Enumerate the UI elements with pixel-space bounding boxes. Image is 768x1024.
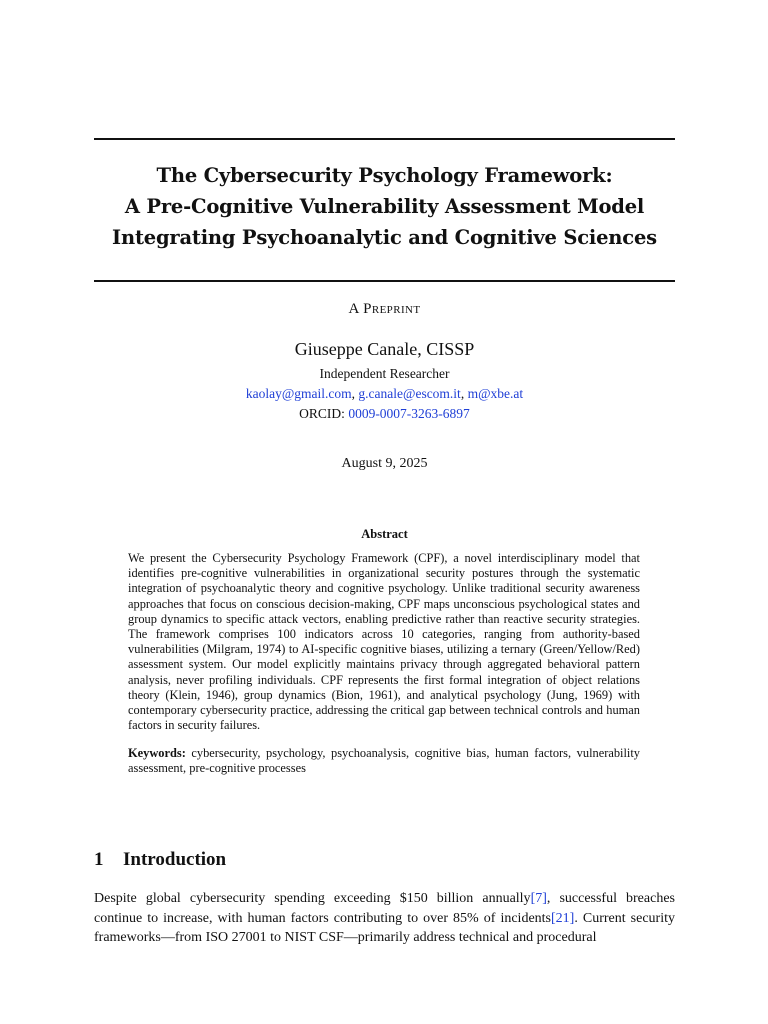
author-emails <box>94 386 675 402</box>
intro-text: , successful breaches continue to increase, with human factors contributing to over 85% of incidents <box>94 891 675 926</box>
email-link[interactable]: m@xbe.at <box>467 386 524 401</box>
title-rule-top <box>94 138 675 140</box>
paper-date: August 9, 2025 <box>341 456 428 471</box>
author-orcid <box>94 406 675 422</box>
orcid-link[interactable]: 0009-0007-3263-6897 <box>348 406 470 421</box>
title-line: The Cybersecurity Psychology Framework: <box>156 164 613 187</box>
title-line: Integrating Psychoanalytic and Cognitive Sciences <box>112 226 657 249</box>
preprint-label: A Preprint <box>348 301 421 317</box>
section-title: Introduction <box>123 849 227 870</box>
abstract-text: We present the Cybersecurity Psychology Framework (CPF), a novel interdisciplinary model that identifies pre-cognitive vulnerabilities in organizational security postures through the systematic integration of psychoanalytic theory and cognitive psychology. Unlike traditional security awareness approaches that focus on conscious decision-making, CPF maps unconscious psychological states and group dynamics to specific attack vectors, enabling predictive rather than reactive security strategies. The framework comprises 100 indicators across 10 categories, ranging from authority-based vulnerabilities (Milgram, 1974) to AI-specific cognitive biases, utilizing a ternary (Green/Yellow/Red) assessment system. Our model explicitly maintains privacy through aggregated behavioral pattern analysis, never profiling individuals. CPF represents the first formal integration of object relations theory (Klein, 1946), group dynamics (Bion, 1961), and analytical psychology (Jung, 1969) with contemporary cybersecurity practice, addressing the critical gap between technical controls and human factors in security failures. <box>128 551 640 733</box>
email-separator: , <box>351 386 359 401</box>
email-link[interactable]: kaolay@gmail.com <box>245 386 352 401</box>
keywords-text: cybersecurity, psychology, psychoanalysis, cognitive bias, human factors, vulnerability assessment, pre-cognitive processes <box>128 746 640 776</box>
section-heading-introduction <box>94 849 675 871</box>
title-rule-bottom <box>94 280 675 282</box>
introduction-paragraph <box>94 889 675 948</box>
orcid-label: ORCID: <box>299 406 349 421</box>
paper-title <box>94 160 675 253</box>
email-link[interactable]: g.canale@escom.it <box>358 386 461 401</box>
citation-link[interactable]: [7] <box>530 891 547 906</box>
citation-link[interactable]: [21] <box>551 910 575 926</box>
title-line: A Pre-Cognitive Vulnerability Assessment Model <box>124 195 645 218</box>
keywords-label: Keywords: <box>128 746 186 760</box>
author-name: Giuseppe Canale, CISSP <box>294 339 475 359</box>
intro-text: Despite global cybersecurity spending exceeding $150 billion annually <box>94 891 531 906</box>
section-number: 1 <box>94 849 104 870</box>
keywords <box>128 746 640 776</box>
intro-text: . Current security frameworks—from ISO 27001 to NIST CSF—primarily address technical and procedural <box>94 910 675 945</box>
abstract-heading: Abstract <box>361 527 408 541</box>
author-affiliation: Independent Researcher <box>319 366 450 381</box>
email-separator: , <box>460 386 468 401</box>
